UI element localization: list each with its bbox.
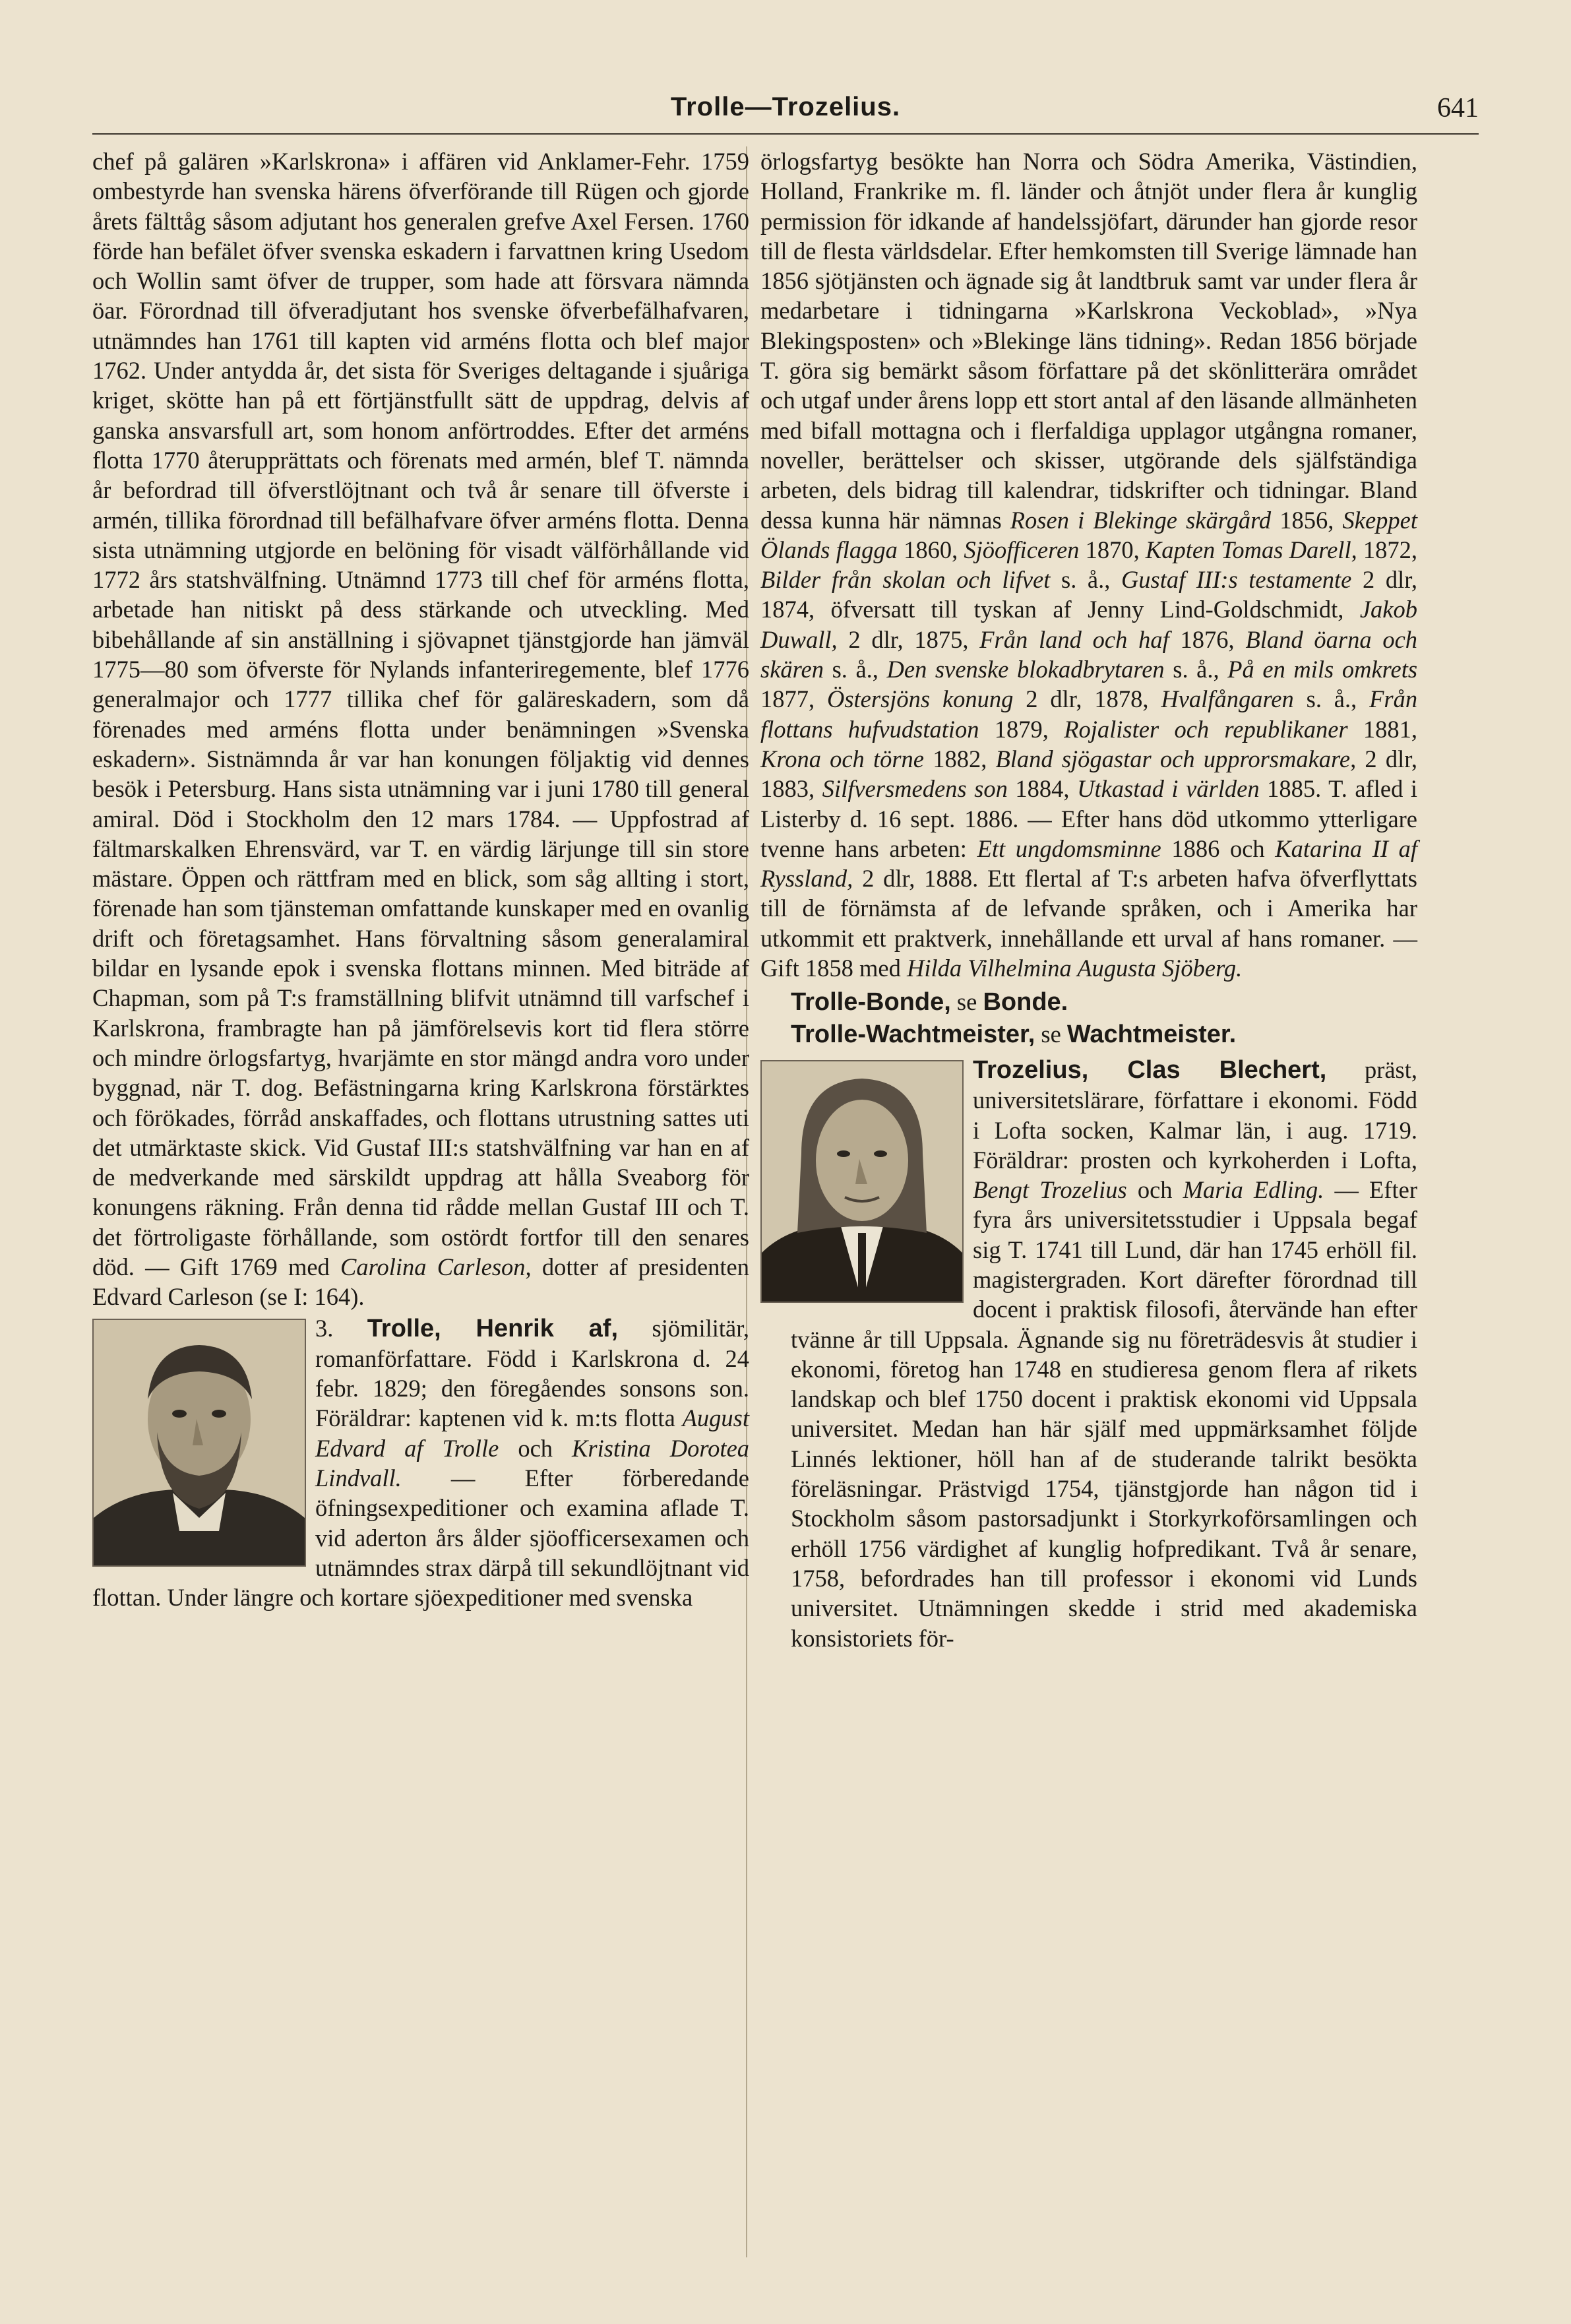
work-title: Sjöofficeren <box>964 536 1080 563</box>
work-detail: 2 dlr, 1874, öfversatt till tyskan af Jenny Lind-Goldschmidt, <box>760 566 1418 623</box>
work-title: Kapten Tomas Darell, <box>1145 536 1357 563</box>
work-title: Gustaf III:s testamente <box>1121 566 1352 594</box>
work-title: Krona och törne <box>760 745 925 772</box>
xref-target: Bonde. <box>983 988 1068 1017</box>
entry-number: 3. <box>315 1314 334 1342</box>
paragraph-text: Ett flertal af T:s arbeten hafva öfverflyttats till de förnämsta af de lefvande språken, och i Amerika har utkommit ett praktverk, innehållande ett urval af hans romaner. — Gift 1858 med <box>760 865 1417 982</box>
work-title: Den svenske blokadbrytaren <box>886 656 1165 683</box>
portrait-clas-trozelius <box>760 1060 964 1303</box>
xref-se: se <box>1041 1020 1061 1048</box>
xref-se: se <box>956 988 977 1016</box>
father-name: August Edvard af Trolle <box>315 1404 750 1462</box>
work-title: Jakob Duwall, <box>760 596 1418 653</box>
work-detail: 1885. <box>1267 775 1322 803</box>
work-title: Rosen i Blekinge skärgård <box>1010 506 1272 534</box>
paragraph-text-tail: dotter af presidenten Edvard Carleson (se I: 164). <box>92 1253 750 1311</box>
paragraph-text: chef på galären »Karlskrona» i affären vid Anklamer-Fehr. 1759 ombestyrde han svenska härens öfverförande till Rügen och gjorde årets fälttåg såsom adjutant hos generalen grefve Axel Fersen. 1760 förde han befälet öfver svenska eskadern i farvattnen kring Usedom och Wollin samt öfver de trupper, som hade att försvara nämnda öar. Förordnad till öfveradjutant hos svenske öfverbefälhafvaren, utnämndes han 1761 till kapten vid arméns flotta och blef major 1762. Under antydda år, det sista för Sveriges deltagande i sjuåriga kriget, skötte han på ett förtjänstfullt sätt de uppdrag, delvis af ganska ansvarsfull art, som honom anförtroddes. Efter det arméns flotta 1770 återupprättats och förenats med armén, blef T. nämnda år befordrad till öfverstlöjtnant och två år senare till öfverste i armén, tillika förordnad till befälhafvare öfver arméns flotta. Denna sista utnämning utgjorde en belöning för visadt välförhållande vid 1772 års statshvälfning. Utnämnd 1773 till chef för arméns flotta, arbetade han nitiskt på dess stärkande och utveckling. Med bibehållande af sin anställning i sjövapnet tjänstgjorde han jämväl 1775—80 som öfverste för Nylands infanteriregemente, blef 1776 generalmajor och 1777 tillika chef för galäreskadern, som då förenades med arméns flotta under benämningen »Svenska eskadern». Sistnämnda år var han konungen följaktig vid dennes besök i Petersburg. Hans sista utnämning var i juni 1780 till general amiral. Död i Stockholm den 12 mars 1784. — Uppfostrad af fältmarskalken Ehrensvärd, var T. en värdig lärjunge till sin store mästare. Öppen och rättfram med en blick, som såg allting i stort, förenade han som tjänsteman omfattande kunskaper med en ovanlig drift och företagsamhet. Hans förvaltning såsom generalamiral bildar en lysande epok i svenska flottans minnen. Med biträde af Chapman, som på T:s framställning blifvit utnämnd till varfschef i Karlskrona, frambragte han på jämförelsevis kort tid flera större och mindre örlogsfartyg, hvarjämte en stor mängd andra voro under byggnad, när T. dog. Befästningarna kring Karlskrona förstärktes och förökades, förråd anskaffades, och flottans utrustning sattes uti det utmärktaste skick. Vid Gustaf III:s statshvälfning var han en af de medverkande med särskildt uppdrag att hålla Sveaborg för konungens räkning. Från denna tid rådde mellan Gustaf III och T. det förtroligaste förhållande, som ostördt fortfor till den senares död. — Gift 1769 med <box>92 148 749 1280</box>
work-detail: 1860, <box>904 536 958 563</box>
mother-name: Maria Edling. <box>1183 1176 1324 1204</box>
portrait-engraving-icon <box>94 1320 305 1565</box>
portrait-engraving-icon <box>762 1061 962 1302</box>
work-detail: s. å., <box>832 656 878 683</box>
entry-lead: präst, universitetslärare, författare i ekonomi. Född i Lofta socken, Kalmar län, i aug. 1719. Föräldrar: prosten och kyrkoherden i Lofta, <box>973 1055 1418 1174</box>
xref-headword: Trolle-Wachtmeister, <box>791 1020 1035 1048</box>
running-head <box>92 92 1479 129</box>
work-detail: 1872, <box>1363 536 1418 563</box>
work-title: Hvalfångaren <box>1161 685 1294 713</box>
work-title: Skeppet Ölands flagga <box>760 506 1418 563</box>
work-detail: 1882, <box>933 745 987 772</box>
work-list <box>760 507 1417 803</box>
work-title: Bland sjögastar och upprorsmakare, <box>995 745 1357 772</box>
entry-lead: sjömilitär, romanförfattare. Född i Karlskrona d. 24 febr. 1829; den föregåendes sonsons son. Föräldrar: kaptenen vid k. m:ts flotta <box>315 1314 750 1432</box>
xref-headword: Trolle-Bonde, <box>791 988 951 1017</box>
right-column <box>760 146 1417 1653</box>
paragraph-trolle-continued <box>92 146 749 1312</box>
header-rule <box>92 133 1479 135</box>
work-detail: 2 dlr, 1888. <box>862 865 979 893</box>
work-title: Från land och haf <box>979 625 1169 653</box>
conjunction: och <box>518 1434 553 1462</box>
father-name: Bengt Trozelius <box>973 1176 1127 1204</box>
work-detail: 1881, <box>1363 715 1418 743</box>
mother-name: Kristina Dorotea Lindvall. <box>315 1434 750 1492</box>
portrait-henrik-af-trolle <box>92 1319 306 1567</box>
entry-tail: — Efter fyra års universitetsstudier i Uppsala begaf sig T. 1741 till Lund, där han 1745 erhöll fil. magistergraden. Kort därefter förordnad till docent i praktisk filosofi, återvände han efter tvänne år till Uppsala. Ägnande sig nu företrädesvis åt studier i ekonomi, företog han 1748 en studieresa genom flera af rikets landskap och blef 1750 docent i praktisk ekonomi vid Uppsala universitet. Medan han här själf med uppmärksamhet följde Linnés lektioner, höll han af de studerande talrikt besökta föreläsningar. Prästvigd 1754, tjänstgjorde han någon tid i Stockholm såsom pastorsadjunkt i Storkyrkoförsamlingen och erhöll 1756 värdighet af kunglig hofpredikant. Två år senare, 1758, befordrades han till professor i ekonomi vid Lunds universitet. Utnämningen skedde i strid med akademiska konsistoriets för- <box>791 1176 1417 1652</box>
work-title: På en mils omkrets <box>1227 656 1418 683</box>
work-detail: 1870, <box>1085 536 1140 563</box>
paragraph-text: örlogsfartyg besökte han Norra och Södra Amerika, Västindien, Holland, Frankrike m. fl. länder och åtnjöt under flera år kunglig permission för idkande af handelssjöfart, därunder han gjorde resor till de flesta världsdelar. Efter hemkomsten till Sverige lämnade han 1856 sjötjänsten och ägnade sig åt landtbruk samt var under flera år medarbetare i tidningarna »Karlskrona Veckoblad», »Nya Blekingsposten» och »Blekinge läns tidning». Redan 1856 började T. göra sig bemärkt såsom författare på det skönlitterära området och utgaf under årens lopp ett stort antal af den läsande allmänheten med bifall mottagna och i flerfaldiga upplagor utgångna romaner, noveller, berättelser och skisser, utgörande dels själfständiga arbeten, dels bidrag till kalendrar, tidskrifter och tidningar. Bland dessa kunna här nämnas <box>760 148 1417 534</box>
work-detail: 1884, <box>1015 775 1070 803</box>
work-detail: 1879, <box>994 715 1049 743</box>
conjunction: och <box>1137 1176 1173 1204</box>
spouse-name: Carolina Carleson, <box>340 1253 532 1280</box>
work-detail: 2 dlr, 1878, <box>1026 685 1149 713</box>
work-detail: 1886 och <box>1171 834 1265 862</box>
paragraph-text: T. afled i Listerby d. 16 sept. 1886. — Efter hans död utkommo ytterligare tvenne hans arbeten: <box>760 775 1418 862</box>
work-title: Östersjöns konung <box>826 685 1014 713</box>
work-detail: 1877, <box>760 685 815 713</box>
work-detail: s. å., <box>1173 656 1219 683</box>
work-detail: 1876, <box>1180 625 1235 653</box>
work-title: Bilder från skolan och lifvet <box>760 566 1051 594</box>
work-detail: 2 dlr, 1883, <box>760 745 1418 803</box>
work-detail: 1856, <box>1279 506 1334 534</box>
work-title: Utkastad i världen <box>1077 775 1260 803</box>
work-title: Silfversmedens son <box>822 775 1008 803</box>
work-title: Ett ungdomsminne <box>977 834 1161 862</box>
running-title: Trolle—Trozelius. <box>670 92 901 121</box>
work-detail: 2 dlr, 1875, <box>848 625 969 653</box>
xref-target: Wachtmeister. <box>1066 1020 1237 1048</box>
entry-headword: Trolle, Henrik af, <box>367 1314 619 1342</box>
work-title: Bland öarna och skären <box>760 625 1418 683</box>
entry-trolle-henrik-continued <box>760 146 1417 983</box>
entry-headword: Trozelius, Clas Blechert, <box>973 1055 1327 1084</box>
left-column <box>92 146 749 1613</box>
page-number: 641 <box>1437 93 1479 123</box>
work-title: Katarina II af Ryssland, <box>760 834 1418 893</box>
cross-reference-trolle-wachtmeister <box>760 1019 1417 1050</box>
spouse-name: Hilda Vilhelmina Augusta Sjöberg. <box>907 955 1243 982</box>
entry-trolle-henrik <box>92 1313 749 1613</box>
entry-tail: — Efter förberedande öfningsexpeditioner och examina aflade T. vid aderton års ålder sjöofficersexamen och utnämndes strax därpå till sekundlöjtnant vid flottan. Under längre och kortare sjöexpeditioner med svenska <box>92 1464 749 1612</box>
work-detail: s. å., <box>1061 566 1111 594</box>
work-title: Från flottans hufvudstation <box>760 685 1418 743</box>
work-detail: s. å., <box>1306 685 1357 713</box>
cross-reference-trolle-bonde <box>760 987 1417 1017</box>
work-title: Rojalister och republikaner <box>1064 715 1348 743</box>
entry-trozelius <box>760 1055 1417 1653</box>
